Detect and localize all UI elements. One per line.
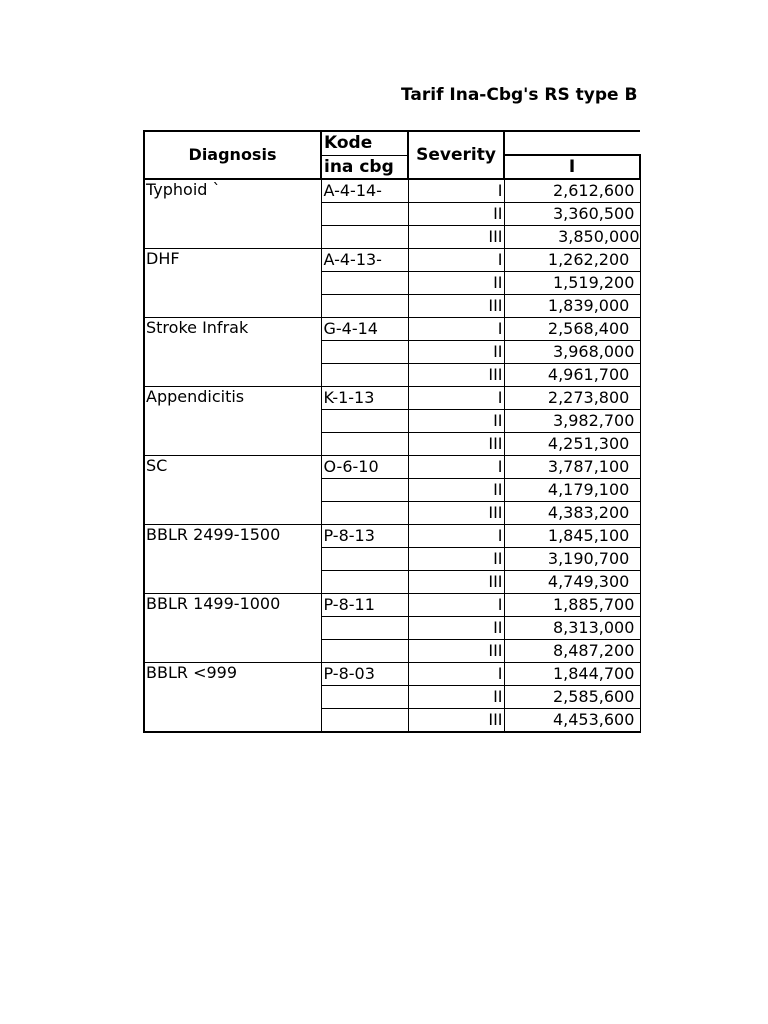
page-title: Tarif Ina-Cbg's RS type B: [401, 85, 638, 105]
tariff-value-cell: 1,885,700: [504, 594, 640, 617]
kode-cell: [321, 272, 408, 295]
header-diagnosis: Diagnosis: [144, 131, 321, 179]
table-body: [144, 179, 640, 732]
tariff-value-cell: 4,453,600: [504, 709, 640, 733]
tariff-value-cell: 4,961,700: [504, 364, 640, 387]
kode-cell: P-8-03: [321, 663, 408, 686]
severity-cell: III: [408, 502, 504, 525]
severity-cell: II: [408, 272, 504, 295]
header-class-group: [504, 131, 640, 155]
table-row: [144, 179, 640, 203]
table-row: [144, 525, 640, 548]
kode-cell: [321, 640, 408, 663]
severity-cell: II: [408, 686, 504, 709]
table-row: [144, 456, 640, 479]
severity-cell: I: [408, 179, 504, 203]
tariff-value-cell: 3,360,500: [504, 203, 640, 226]
kode-cell: [321, 341, 408, 364]
severity-cell: III: [408, 709, 504, 733]
severity-cell: III: [408, 640, 504, 663]
kode-cell: [321, 548, 408, 571]
table-row: [144, 318, 640, 341]
table-row: [144, 249, 640, 272]
diagnosis-cell: Appendicitis: [144, 387, 321, 456]
tariff-value-cell: 4,383,200: [504, 502, 640, 525]
severity-cell: I: [408, 456, 504, 479]
kode-cell: [321, 433, 408, 456]
tariff-value-cell: 3,190,700: [504, 548, 640, 571]
kode-cell: P-8-13: [321, 525, 408, 548]
kode-cell: [321, 410, 408, 433]
table-row: [144, 663, 640, 686]
diagnosis-cell: SC: [144, 456, 321, 525]
diagnosis-cell: BBLR 2499-1500: [144, 525, 321, 594]
diagnosis-cell: BBLR <999: [144, 663, 321, 733]
kode-cell: A-4-14-: [321, 179, 408, 203]
tariff-value-cell: 1,839,000: [504, 295, 640, 318]
severity-cell: II: [408, 479, 504, 502]
tariff-value-cell: 8,487,200: [504, 640, 640, 663]
tariff-value-cell: 1,845,100: [504, 525, 640, 548]
kode-cell: [321, 364, 408, 387]
kode-cell: G-4-14: [321, 318, 408, 341]
tariff-value-cell: 1,844,700: [504, 663, 640, 686]
header-kode: Kode: [321, 131, 408, 155]
severity-cell: III: [408, 226, 504, 249]
severity-cell: I: [408, 387, 504, 410]
severity-cell: III: [408, 295, 504, 318]
header-class-i: I: [504, 155, 640, 179]
tariff-value-cell: 4,749,300: [504, 571, 640, 594]
severity-cell: II: [408, 203, 504, 226]
tariff-value-cell: 4,179,100: [504, 479, 640, 502]
severity-cell: I: [408, 525, 504, 548]
tariff-value-cell: 3,850,000: [504, 226, 640, 249]
severity-cell: III: [408, 571, 504, 594]
severity-cell: III: [408, 364, 504, 387]
severity-cell: II: [408, 548, 504, 571]
table-row: [144, 387, 640, 410]
severity-cell: I: [408, 663, 504, 686]
tariff-value-cell: 2,585,600: [504, 686, 640, 709]
tariff-value-cell: 4,251,300: [504, 433, 640, 456]
kode-cell: [321, 571, 408, 594]
tariff-value-cell: 3,787,100: [504, 456, 640, 479]
table-row: [144, 594, 640, 617]
tariff-value-cell: 2,568,400: [504, 318, 640, 341]
tariff-value-cell: 2,273,800: [504, 387, 640, 410]
severity-cell: I: [408, 594, 504, 617]
severity-cell: II: [408, 617, 504, 640]
tariff-value-cell: 1,262,200: [504, 249, 640, 272]
kode-cell: [321, 686, 408, 709]
diagnosis-cell: Typhoid `: [144, 179, 321, 249]
diagnosis-cell: BBLR 1499-1000: [144, 594, 321, 663]
kode-cell: P-8-11: [321, 594, 408, 617]
severity-cell: I: [408, 318, 504, 341]
kode-cell: [321, 203, 408, 226]
kode-cell: K-1-13: [321, 387, 408, 410]
severity-cell: I: [408, 249, 504, 272]
kode-cell: [321, 295, 408, 318]
tariff-value-cell: 3,982,700: [504, 410, 640, 433]
kode-cell: [321, 617, 408, 640]
kode-cell: [321, 709, 408, 733]
kode-cell: [321, 226, 408, 249]
diagnosis-cell: DHF: [144, 249, 321, 318]
tariff-value-cell: 3,968,000: [504, 341, 640, 364]
tariff-value-cell: 2,612,600: [504, 179, 640, 203]
tariff-table: [143, 130, 641, 733]
severity-cell: III: [408, 433, 504, 456]
header-ina-cbg: ina cbg: [321, 155, 408, 179]
severity-cell: II: [408, 410, 504, 433]
kode-cell: [321, 479, 408, 502]
tariff-value-cell: 1,519,200: [504, 272, 640, 295]
header-severity: Severity: [408, 131, 504, 179]
diagnosis-cell: Stroke Infrak: [144, 318, 321, 387]
tariff-value-cell: 8,313,000: [504, 617, 640, 640]
kode-cell: O-6-10: [321, 456, 408, 479]
kode-cell: A-4-13-: [321, 249, 408, 272]
severity-cell: II: [408, 341, 504, 364]
kode-cell: [321, 502, 408, 525]
